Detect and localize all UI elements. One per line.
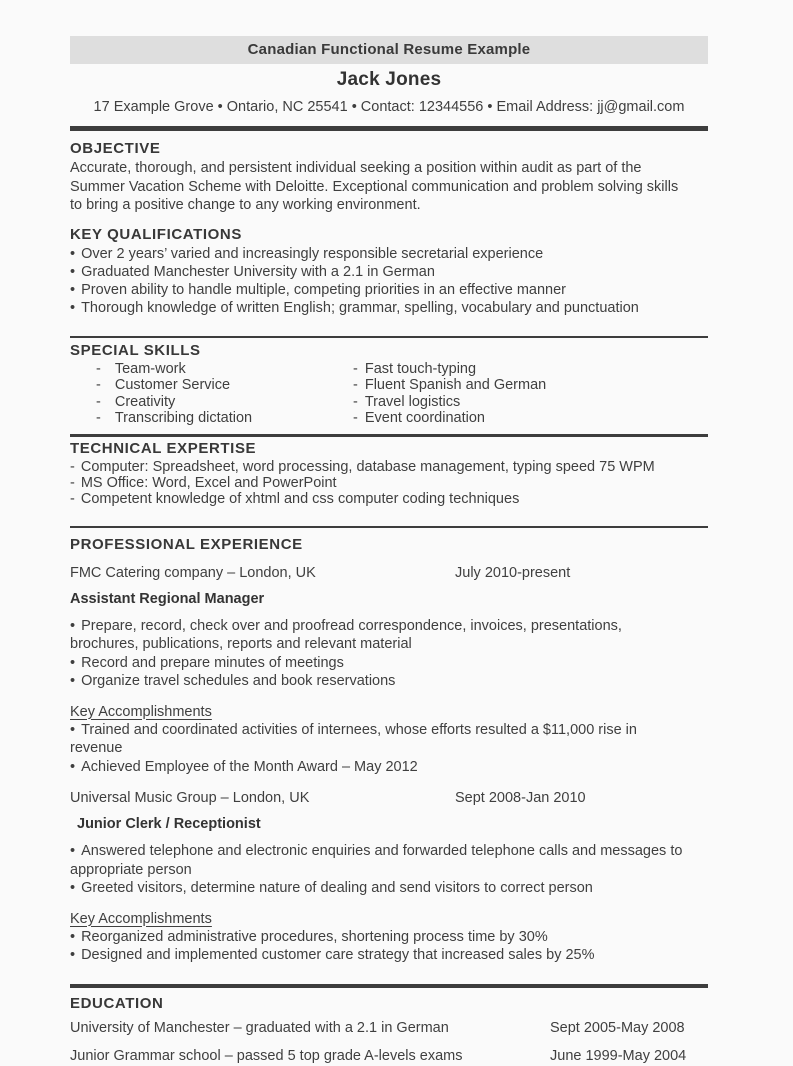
section-objective <box>70 140 708 215</box>
list-item-text: Over 2 years’ varied and increasingly responsible secretarial experience <box>81 245 544 262</box>
education-dates: Sept 2005-May 2008 <box>550 1019 685 1036</box>
education-school: University of Manchester – graduated with a 2.1 in German <box>70 1019 449 1036</box>
list-item-text: Computer: Spreadsheet, word processing, database management, typing speed 75 WPM <box>80 458 655 475</box>
job-header <box>70 790 708 806</box>
bullet-glyph: • <box>70 299 76 316</box>
list-item <box>70 946 690 965</box>
list-item-text: MS Office: Word, Excel and PowerPoint <box>80 474 337 491</box>
dash-glyph: - <box>96 377 101 393</box>
skill-text: Team-work <box>114 360 186 377</box>
skill-item <box>353 361 708 378</box>
bullet-glyph: • <box>70 281 76 298</box>
dash-glyph: - <box>353 360 358 377</box>
dash-glyph: - <box>96 393 101 410</box>
list-item <box>70 491 708 507</box>
education-school: Junior Grammar school – passed 5 top grade A-levels exams <box>70 1047 463 1064</box>
key-accomplishments-heading: Key Accomplishments <box>70 910 212 927</box>
skill-item <box>70 361 353 378</box>
objective-heading: OBJECTIVE <box>70 140 161 157</box>
skill-item <box>353 410 708 427</box>
education-dates: June 1999-May 2004 <box>550 1047 687 1064</box>
bullet-glyph: • <box>70 880 76 896</box>
resume-page <box>0 36 793 1066</box>
skill-text: Event coordination <box>364 410 485 426</box>
dash-glyph: - <box>353 377 358 393</box>
list-item-text: Reorganized administrative procedures, shortening process time by 30% <box>81 928 548 945</box>
job-company: FMC Catering company – London, UK <box>70 564 316 581</box>
key-accomplishments-list <box>70 721 690 777</box>
objective-text: Accurate, thorough, and persistent individual seeking a position within audit as part of the Summer Vacation Scheme with Deloitte. Exceptional communication and problem solving skills to bring a positive change to any working environment. <box>70 160 679 213</box>
resume-content <box>70 36 708 1064</box>
list-item <box>70 281 708 299</box>
dash-glyph: - <box>70 458 75 475</box>
dash-glyph: - <box>70 490 75 507</box>
skill-text: Transcribing dictation <box>114 410 253 426</box>
skills-row <box>70 377 708 394</box>
list-item-text: Proven ability to handle multiple, competing priorities in an effective manner <box>81 281 567 298</box>
job-dates: Sept 2008-Jan 2010 <box>455 790 586 806</box>
technical-expertise-heading: TECHNICAL EXPERTISE <box>70 439 257 457</box>
bullet-glyph: • <box>70 947 76 963</box>
bullet-glyph: • <box>70 245 76 262</box>
section-key-qualifications <box>70 226 708 317</box>
list-item-text: Competent knowledge of xhtml and css computer coding techniques <box>80 490 520 507</box>
education-heading: EDUCATION <box>70 994 164 1012</box>
bullet-glyph: • <box>70 263 76 280</box>
bullet-glyph: • <box>70 673 76 689</box>
section-education <box>70 995 708 1064</box>
key-qualifications-heading: KEY QUALIFICATIONS <box>70 225 242 243</box>
list-item-text: Organize travel schedules and book reservations <box>81 673 396 689</box>
list-item <box>70 672 690 691</box>
list-item <box>70 721 690 758</box>
list-item-text: Designed and implemented customer care strategy that increased sales by 25% <box>81 947 595 963</box>
list-item-text: Thorough knowledge of written English; grammar, spelling, vocabulary and punctuation <box>81 299 639 316</box>
job-header <box>70 565 708 581</box>
skill-item <box>70 410 353 427</box>
technical-expertise-list <box>70 459 708 507</box>
job-duties-list <box>70 842 690 898</box>
dash-glyph: - <box>96 360 101 377</box>
special-skills-columns <box>70 361 708 427</box>
list-item <box>70 654 690 673</box>
dash-glyph: - <box>353 410 358 426</box>
job-title: Junior Clerk / Receptionist <box>77 816 261 832</box>
skill-text: Fast touch-typing <box>364 360 477 377</box>
dash-glyph: - <box>353 393 358 410</box>
list-item-text: Answered telephone and electronic enquiries and forwarded telephone calls and messages to appropriate person <box>70 843 683 878</box>
contact-line: 17 Example Grove • Ontario, NC 25541 • Contact: 12344556 • Email Address: jj@gmail.com <box>93 99 685 115</box>
section-technical-expertise <box>70 440 708 507</box>
list-item <box>70 879 690 898</box>
list-item-text: Record and prepare minutes of meetings <box>81 654 344 671</box>
key-accomplishments-heading: Key Accomplishments <box>70 703 212 720</box>
bullet-glyph: • <box>70 617 76 634</box>
bullet-glyph: • <box>70 928 76 945</box>
skills-row <box>70 361 708 378</box>
list-item <box>70 299 708 317</box>
candidate-name: Jack Jones <box>336 69 442 90</box>
education-entry <box>70 1048 708 1064</box>
bullet-glyph: • <box>70 721 76 738</box>
list-item <box>70 928 690 947</box>
divider-education <box>70 984 708 988</box>
job-entry <box>70 790 708 965</box>
list-item <box>70 758 690 777</box>
dash-glyph: - <box>96 410 101 426</box>
job-dates: July 2010-present <box>455 564 571 581</box>
list-item-text: Trained and coordinated activities of internees, whose efforts resulted a $11,000 rise in revenue <box>70 721 637 756</box>
section-professional-experience <box>70 536 708 965</box>
list-item <box>70 245 708 263</box>
list-item <box>70 475 708 491</box>
banner-title: Canadian Functional Resume Example <box>70 36 708 64</box>
list-item <box>70 263 708 281</box>
divider-technical-expertise <box>70 434 708 437</box>
key-accomplishments-list <box>70 928 690 965</box>
bullet-glyph: • <box>70 758 76 775</box>
skills-row <box>70 394 708 411</box>
bullet-glyph: • <box>70 843 76 859</box>
key-qualifications-list <box>70 245 708 317</box>
list-item <box>70 459 708 475</box>
special-skills-heading: SPECIAL SKILLS <box>70 341 201 359</box>
job-title: Assistant Regional Manager <box>70 590 265 607</box>
dash-glyph: - <box>70 474 75 491</box>
job-entry <box>70 565 708 777</box>
skill-item <box>70 394 353 411</box>
list-item <box>70 842 690 879</box>
bullet-glyph: • <box>70 654 76 671</box>
list-item-text: Greeted visitors, determine nature of dealing and send visitors to correct person <box>81 880 593 896</box>
divider-special-skills <box>70 336 708 338</box>
list-item <box>70 617 690 654</box>
skill-text: Customer Service <box>114 377 231 393</box>
skills-row <box>70 410 708 427</box>
divider-header <box>70 126 708 131</box>
job-company: Universal Music Group – London, UK <box>70 790 310 806</box>
skill-text: Travel logistics <box>364 393 461 410</box>
skill-item <box>70 377 353 394</box>
list-item-text: Graduated Manchester University with a 2.1 in German <box>81 263 435 280</box>
skill-text: Fluent Spanish and German <box>364 377 547 393</box>
list-item-text: Achieved Employee of the Month Award – May 2012 <box>81 758 418 775</box>
divider-professional-experience <box>70 526 708 528</box>
skill-item <box>353 394 708 411</box>
education-entry <box>70 1020 708 1036</box>
skill-text: Creativity <box>114 393 176 410</box>
skill-item <box>353 377 708 394</box>
list-item-text: Prepare, record, check over and proofread correspondence, invoices, presentations, brochures, publications, reports and relevant material <box>70 617 622 652</box>
job-duties-list <box>70 617 690 691</box>
section-special-skills <box>70 342 708 427</box>
professional-experience-heading: PROFESSIONAL EXPERIENCE <box>70 535 303 553</box>
